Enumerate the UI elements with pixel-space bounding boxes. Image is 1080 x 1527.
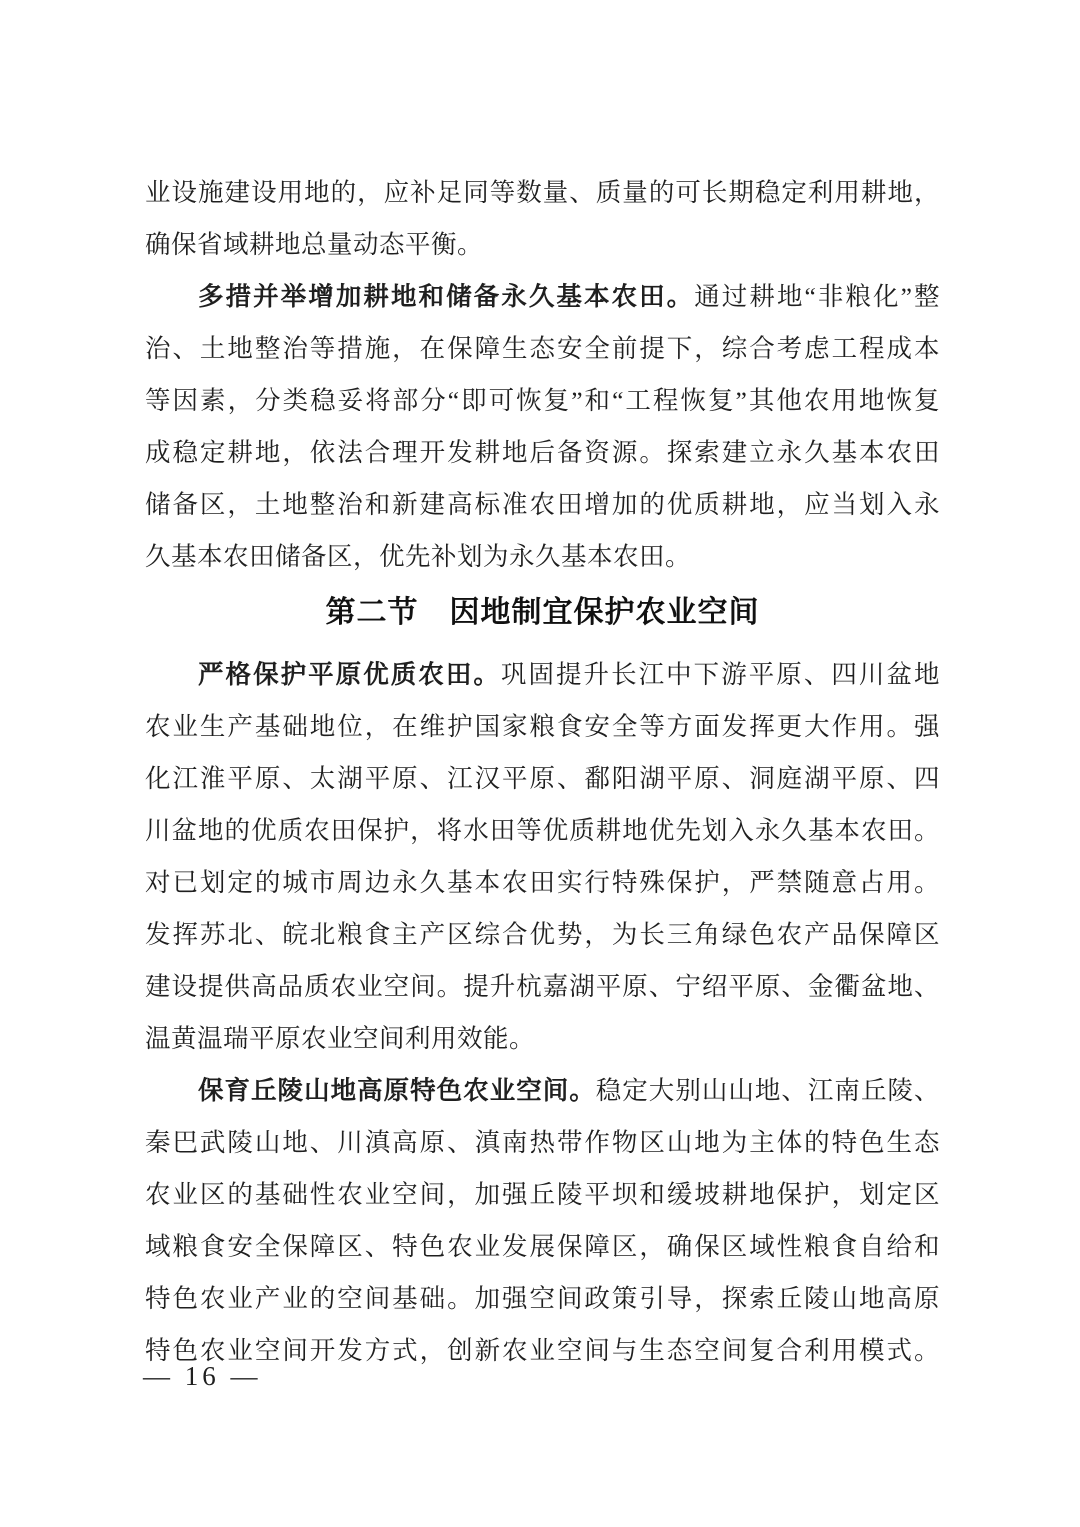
body-line: 川盆地的优质农田保护，将水田等优质耕地优先划入永久基本农田。 — [145, 816, 940, 845]
body-line: 对已划定的城市周边永久基本农田实行特殊保护，严禁随意占用。 — [145, 868, 940, 897]
body-line: 农业生产基础地位，在维护国家粮食安全等方面发挥更大作用。强 — [145, 712, 940, 741]
body-line: 治、土地整治等措施，在保障生态安全前提下，综合考虑工程成本 — [145, 334, 940, 363]
body-line: 域粮食安全保障区、特色农业发展保障区，确保区域性粮食自给和 — [145, 1232, 940, 1261]
body-line: 久基本农田储备区，优先补划为永久基本农田。 — [145, 542, 692, 571]
paragraph — [145, 1065, 940, 1377]
body-line: 农业区的基础性农业空间，加强丘陵平坝和缓坡耕地保护，划定区 — [145, 1180, 940, 1209]
body-line: 确保省域耕地总量动态平衡。 — [145, 230, 484, 259]
body-line: 建设提供高品质农业空间。提升杭嘉湖平原、宁绍平原、金衢盆地、 — [145, 972, 940, 1001]
body-line — [145, 1065, 940, 1117]
body-line: 化江淮平原、太湖平原、江汉平原、鄱阳湖平原、洞庭湖平原、四 — [145, 764, 940, 793]
body-line: 特色农业产业的空间基础。加强空间政策引导，探索丘陵山地高原 — [145, 1284, 940, 1313]
paragraph — [145, 649, 940, 1065]
body-line: 储备区，土地整治和新建高标准农田增加的优质耕地，应当划入永 — [145, 490, 940, 519]
paragraph — [145, 167, 940, 271]
body-line — [145, 271, 940, 323]
body-text: 稳定大别山山地、江南丘陵、 — [595, 1076, 940, 1105]
paragraph — [145, 271, 940, 583]
body-line: 特色农业空间开发方式，创新农业空间与生态空间复合利用模式。 — [145, 1336, 940, 1365]
paragraph-lead: 严格保护平原优质农田。 — [198, 660, 501, 689]
body-line: 等因素，分类稳妥将部分“即可恢复”和“工程恢复”其他农用地恢复 — [145, 386, 940, 415]
body-text: 巩固提升长江中下游平原、四川盆地 — [500, 660, 940, 689]
body-line: 温黄温瑞平原农业空间利用效能。 — [145, 1024, 536, 1053]
body-line — [145, 649, 940, 701]
body-line: 秦巴武陵山地、川滇高原、滇南热带作物区山地为主体的特色生态 — [145, 1128, 940, 1157]
body-text: 通过耕地“非粮化”整 — [694, 282, 940, 311]
paragraph-lead: 多措并举增加耕地和储备永久基本农田。 — [198, 282, 695, 311]
section-heading: 第二节 因地制宜保护农业空间 — [325, 596, 760, 629]
page-number: — 16 — — [143, 1361, 262, 1391]
paragraph-lead: 保育丘陵山地高原特色农业空间。 — [198, 1076, 596, 1105]
body-text: 业设施建设用地的，应补足同等数量、质量的可长期稳定利用耕地， — [145, 178, 940, 207]
body-line: 发挥苏北、皖北粮食主产区综合优势，为长三角绿色农产品保障区 — [145, 920, 940, 949]
body-line: 成稳定耕地，依法合理开发耕地后备资源。探索建立永久基本农田 — [145, 438, 940, 467]
body-line — [145, 167, 940, 219]
